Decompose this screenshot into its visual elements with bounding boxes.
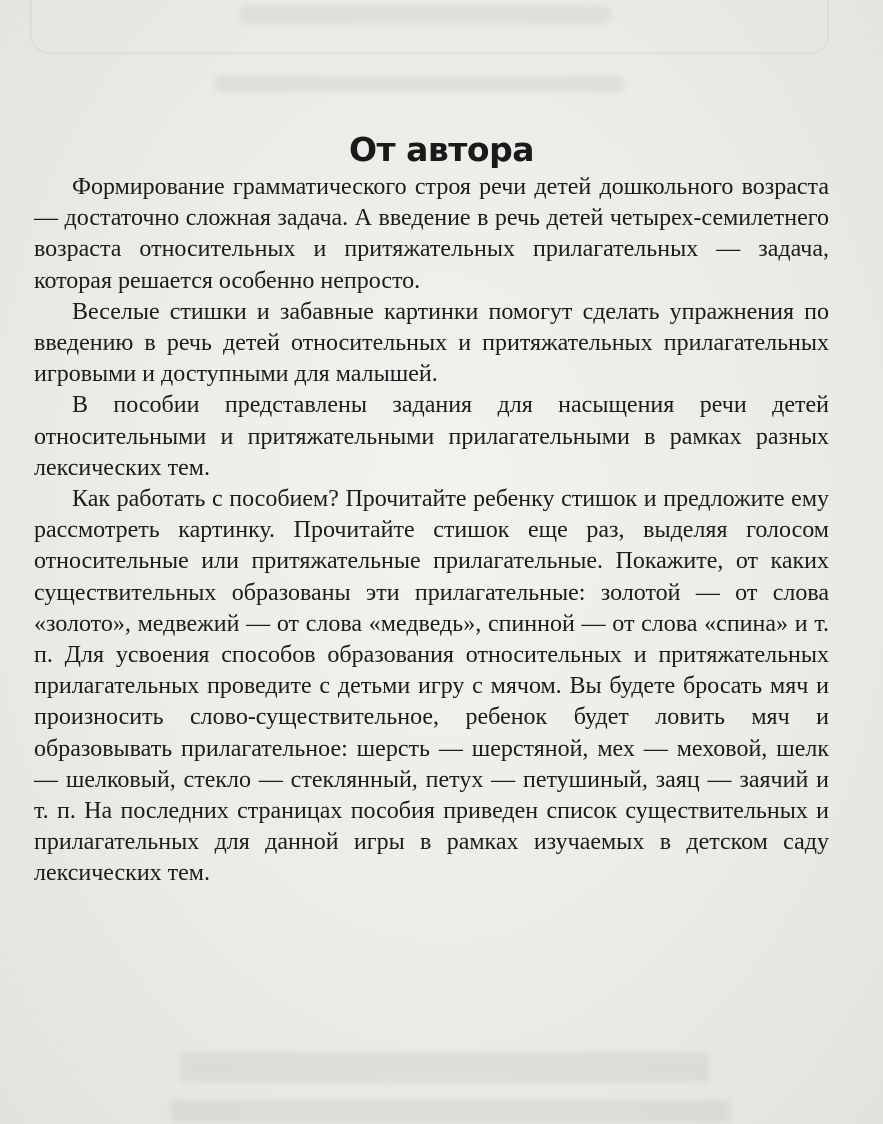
page-title: От автора [348, 130, 534, 170]
bleed-through-line [215, 76, 625, 92]
paragraph: Как работать с пособием? Прочитайте ребенку стишок и предложите ему рассмотреть картинку. Прочитайте стишок еще раз, выделяя голосом относительные или притяжательные прилагательные. Покажите, от каких существительных образованы эти прилагательные: золотой — от слова «золото», медвежий — от слова «медведь», спинной — от слова «спина» и т. п. Для усвоения способов образования относительных и притяжательных прилагательных проведите с детьми игру с мячом. Вы будете бросать мяч и произносить слово-существительное, ребенок будет ловить мяч и образовывать прилагательное: шерсть — шерстяной, мех — меховой, шелк — шелковый, стекло — стеклянный, петух — петушиный, заяц — заячий и т. п. На последних страницах пособия приведен список существительных и прилагательных для данной игры в рамках изучаемых в детском саду лексических тем. [34, 486, 829, 887]
body-text [34, 172, 829, 890]
paragraph: Формирование грамматического строя речи детей дошкольного возраста — достаточно сложная задача. А введение в речь детей четырех-семилетнего возраста относительных и притяжательных прилагательных — задача, которая решается особенно непросто. [34, 174, 829, 294]
paragraph: В пособии представлены задания для насыщения речи детей относительными и притяжательными прилагательными в рамках разных лексических тем. [34, 392, 829, 481]
bleed-through-line [170, 1100, 730, 1122]
bleed-through-line [180, 1052, 710, 1082]
bleed-through-line [240, 6, 610, 24]
paragraph: Веселые стишки и забавные картинки помогут сделать упражнения по введению в речь детей относительных и притяжательных прилагательных игровыми и доступными для малышей. [34, 298, 829, 388]
